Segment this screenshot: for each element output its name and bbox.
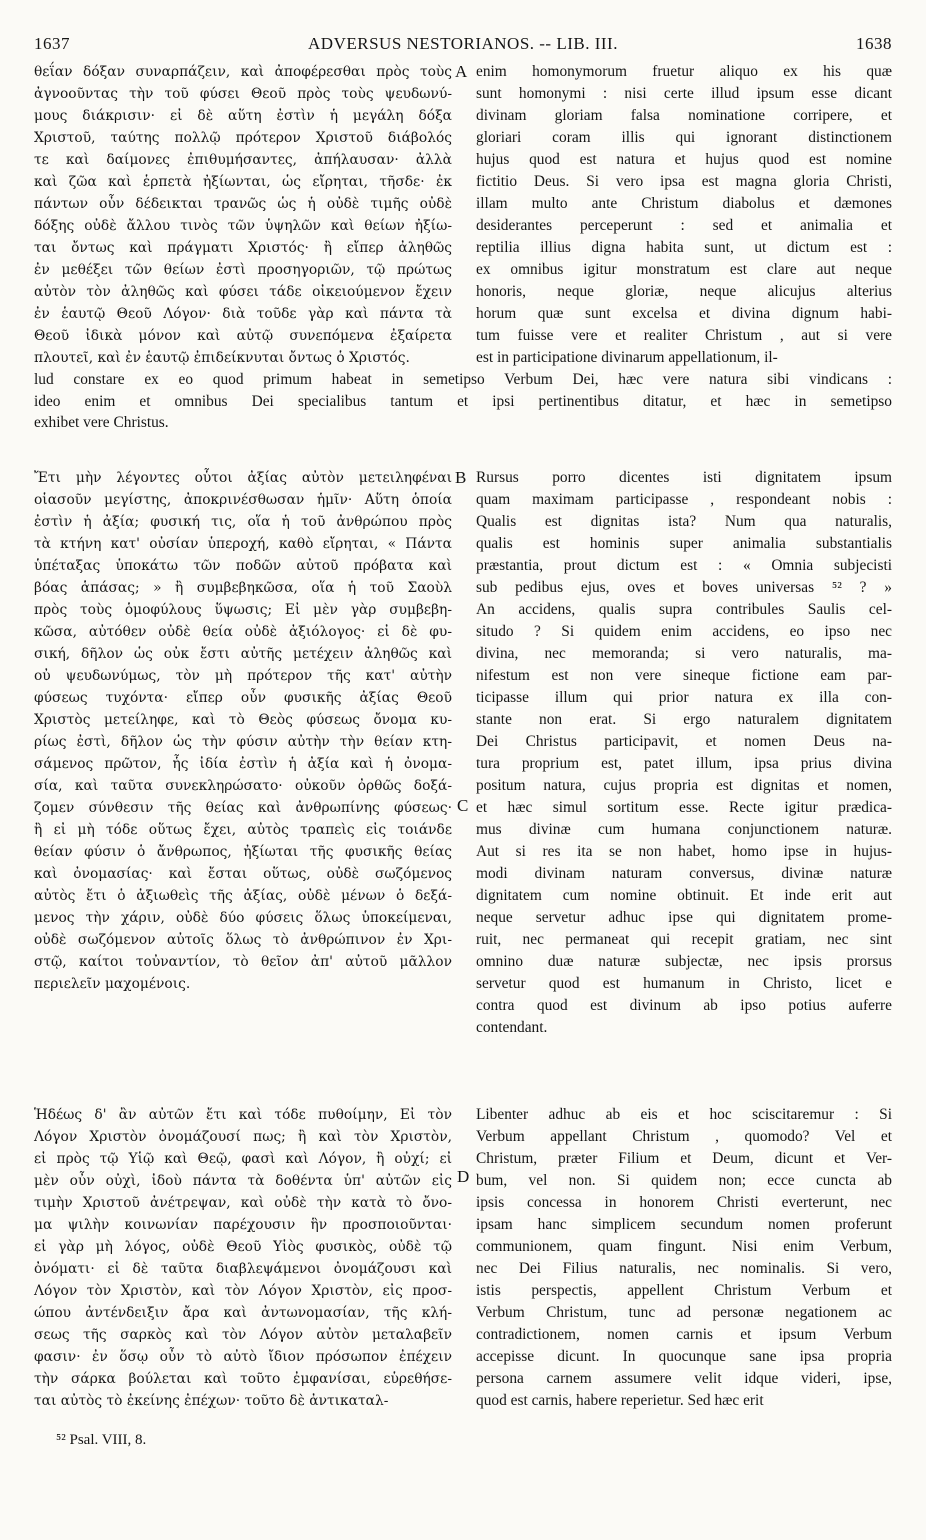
text-line: θεΐαν δόξαν συναρπάζειν, καὶ ἀποφέρεσθαι πρὸς τοὺς: [34, 64, 452, 80]
text-line: hujus quod est natura et hujus quod est nomine: [476, 151, 892, 168]
text-line: persona carnem assumere velit idque videri, ipse,: [476, 1370, 892, 1387]
text-line: An accidens, qualis supra contribules Saulis cel-: [476, 601, 892, 618]
text-line: οὐδὲ σωζόμενον αὐτοῖς ὅλως τὸ ἀνθρώπινον ἐν Χρι-: [34, 932, 452, 948]
text-line: omnino duæ naturæ subjectæ, nec ipsis prorsus: [476, 953, 892, 970]
text-line: ἐν μεθέξει τῶν θείων ἐστὶ προσηγοριῶν, τῷ πρώτως: [34, 262, 452, 278]
text-line: ἐστὶν ἡ ἀξία; φυσική τις, οἵα ἡ τοῦ ἀνθρώπου πρὸς: [34, 514, 452, 530]
text-line: quam maximam participasse , respondeant nobis :: [476, 491, 892, 508]
text-line: Rursus porro dicentes isti dignitatem ipsum: [476, 469, 892, 486]
text-line: ipsis concessa in honorem Christi everterunt, nec: [476, 1194, 892, 1211]
text-line: Christum, præter Filium et Deum, dicunt et Ver-: [476, 1150, 892, 1167]
text-line: quod est carnis, habere reperietur. Sed hæc erit: [476, 1392, 764, 1409]
text-line: καὶ ζῶα καὶ ἑρπετὰ ἠξίωνται, ὡς εἴρηται, τῆσδε· ἐκ: [34, 174, 452, 190]
text-line: modi divinam naturam conversus, divinæ naturæ: [476, 865, 892, 882]
text-line: Ἡδέως δ' ἂν αὐτῶν ἔτι καὶ τόδε πυθοίμην, Εἰ τὸν: [34, 1107, 452, 1123]
text-line: ex omnibus igitur monstratum est clare aut neque: [476, 261, 892, 278]
footnote: ⁵² Psal. VIII, 8.: [56, 1432, 147, 1448]
text-line: αὐτὸν τὸν ἀληθῶς καὶ φύσει τάδε οἰκειούμενον ἔχειν: [34, 284, 452, 300]
text-line: gloriari coram illis qui ignorant distinctionem: [476, 129, 892, 146]
text-line: ὀνόματι· εἰ δὲ ταῦτα διαβλεψάμενοι ὀνομάζουσι καὶ: [34, 1261, 452, 1277]
greek-column-section-d: [34, 1104, 452, 1412]
text-line: positum natura, cujus propria est dignitas et nomen,: [476, 777, 892, 794]
text-line: εἰ γὰρ μὴ λόγος, οὐδὲ Θεοῦ Υἱὸς φυσικὸς, οὐδὲ τῷ: [34, 1239, 452, 1255]
text-line: tura proprium est, patet illum, ipsa prius divina: [476, 755, 892, 772]
text-line: Ἔτι μὴν λέγοντες οὗτοι ἀξίας αὐτὸν μετειληφέναι: [34, 470, 452, 486]
text-line: ται ὄντως καὶ πράγματι Χριστός· ἢ εἴπερ ἀληθῶς: [34, 240, 452, 256]
text-line: μους διάκρισιν· εἰ δὲ αὕτη ἐστὶν ἡ μεγάλη δόξα: [34, 108, 452, 124]
text-line: οἱασοῦν μεγίστης, ἀποκρινέσθωσαν ἡμῖν· Αὕτη ὁποία: [34, 492, 452, 508]
text-line: nec Dei Filius naturalis, nec nominalis. Si vero,: [476, 1260, 892, 1277]
margin-letter-b: B: [455, 468, 467, 487]
text-line: οὐ ψευδωνύμως, τὸν μὴ πρότερον τῆς κατ' αὐτὴν: [34, 668, 452, 684]
text-line: tum fuisse vere et realiter Christum , aut si vere: [476, 327, 892, 344]
text-line: neque servetur adhuc ipse qui dignitatem prome-: [476, 909, 892, 926]
text-line: σία, καὶ ταῦτα συνεκληρώσατο· οὐκοῦν ὀρθῶς δοξά-: [34, 778, 452, 794]
running-title: ADVERSUS NESTORIANOS. -- LIB. III.: [308, 34, 618, 53]
text-line: καὶ ὀνομασίας· καὶ ἔσται οὕτως, οὐδὲ σωζόμενος: [34, 866, 452, 882]
margin-letter-a: A: [455, 62, 468, 81]
text-line: ται αὐτὸς τὸ ἐκείνης ἐπέχων· τοῦτο δὲ ἀντικαταλ-: [34, 1393, 389, 1409]
text-line: lud constare ex eo quod primum habeat in semetipso Verbum Dei, hæc vere natura sibi vindicans :: [34, 371, 892, 388]
margin-letter-c: C: [457, 796, 469, 815]
text-line: communionem, quam fingunt. Nisi enim Verbum,: [476, 1238, 892, 1255]
text-line: præstantia, prout dictum est : « Omnia subjecisti: [476, 557, 892, 574]
text-line: dignitatem cum nomine obtinuit. Et inde erit aut: [476, 887, 892, 904]
text-line: et hæc simul sortitum esse. Recte igitur prædica-: [476, 799, 892, 816]
text-line: honoris, neque gloriæ, neque alicujus alterius: [476, 283, 892, 300]
text-line: εἰ πρὸς τῷ Υἱῷ καὶ Θεῷ, φασὶ καὶ Λόγον, ἢ οὐχί; εἰ: [34, 1151, 452, 1167]
text-line: σεως τῆς σαρκὸς καὶ τὸν Λόγον αὐτὸν μεταλαβεῖν: [34, 1327, 452, 1343]
text-line: Χριστοῦ, ταύτης πολλῷ πρότερον Χριστοῦ διάβολός: [34, 130, 452, 146]
text-line: ἀγνοοῦντας τὴν τοῦ φύσει Θεοῦ πρὸς τοὺς ψευδωνύ-: [34, 86, 452, 102]
text-line: ticipasse illum qui prior natura ex illa con-: [476, 689, 892, 706]
latin-full-width-continuation: [34, 369, 892, 434]
text-line: κῶσα, αὐτόθεν οὐδὲ θεία οὐδὲ ἀξιόλογος· εἰ δὲ φυ-: [34, 624, 452, 640]
text-line: divinam gloriam falsa nominatione corripere, et: [476, 107, 892, 124]
column-number-left: 1637: [34, 34, 70, 53]
text-line: servetur quod est humanum in Christo, licet e: [476, 975, 892, 992]
text-line: Χριστὸς μετείληφε, καὶ τὸ Θεὸς φύσεως ὄνομα κυ-: [34, 712, 452, 728]
text-line: nifestum est non vere sineque fictione eam par-: [476, 667, 892, 684]
text-line: sunt homonymi : nisi certe illud ipsum esse dicant: [476, 85, 892, 102]
latin-column-section-a: [476, 61, 892, 369]
text-line: contradictionem, nomen carnis et ipsum Verbum: [476, 1326, 892, 1343]
text-line: Qualis est dignitas ista? Num qua naturalis,: [476, 513, 892, 530]
text-line: istis perspectis, appellent Christum Verbum et: [476, 1282, 892, 1299]
text-line: ideo enim et omnibus Dei specialibus tantum et ipsi pertinentibus ditatur, et hæc in semetipso: [34, 392, 892, 410]
text-line: sub pedibus ejus, oves et boves universas ⁵² ? »: [476, 579, 892, 596]
text-line: ἐν ἑαυτῷ Θεοῦ Λόγον· διὰ τοῦδε γὰρ καὶ πάντα τὰ: [34, 306, 452, 322]
text-line: ὑπέταξας ὑποκάτω τῶν ποδῶν αὐτοῦ πρόβατα καὶ: [34, 558, 452, 574]
text-line: Aut si res ita se non habet, homo ipse in hujus-: [476, 843, 892, 860]
text-line: accepisse dicunt. In quocunque sane ipsa propria: [476, 1348, 892, 1365]
text-line: Libenter adhuc ab eis et hoc sciscitaremur : Si: [476, 1106, 892, 1123]
text-line: τὰ κτήνη κατ' οὐσίαν ὑπεροχή, καθὸ εἴρηται, « Πάντα: [34, 536, 452, 552]
text-line: βόας ἁπάσας; » ἢ συμβεβηκῶσα, οἵα ἡ τοῦ Σαοὺλ: [34, 580, 452, 596]
text-line: qualis est hominis super animalia substantialis: [476, 535, 892, 552]
latin-column-section-d: [476, 1104, 892, 1412]
text-line: πλουτεῖ, καὶ ἐν ἑαυτῷ ἐπιδείκνυται ὄντως ὁ Χριστός.: [34, 350, 410, 366]
margin-letter-d: D: [457, 1167, 470, 1186]
text-line: μα ψιλὴν κοινωνίαν παρέχουσιν ἣν προσποιοῦνται·: [34, 1217, 452, 1233]
text-line: ζομεν σύνθεσιν τῆς θείας καὶ ἀνθρωπίνης φύσεως·: [34, 800, 452, 816]
page-header: [34, 34, 892, 56]
text-line: μὲν οὖν οὐχὶ, ἰδοὺ πάντα τὰ δοθέντα ὑπ' αὐτῶν εἰς: [34, 1173, 452, 1189]
text-line: desiderantes perceperunt : sed et animalia et: [476, 217, 892, 234]
text-line: ἢ εἰ μὴ τόδε οὕτως ἔχει, αὐτὸς τραπεὶς εἰς τοιάνδε: [34, 822, 452, 838]
text-line: στῷ, καίτοι τοὐναντίον, τὸ θεῖον ἀπ' αὐτοῦ μᾶλλον: [34, 954, 452, 970]
text-line: φασιν· ἐν ὅσῳ οὖν τὸ αὐτὸ ἴδιον πρόσωπον ἐπέχειν: [34, 1349, 452, 1365]
text-line: ipsam hanc simplicem secundum nomen proferunt: [476, 1216, 892, 1233]
text-line: αὐτὸς ἔτι ὁ ἀξιωθεὶς τῆς ἀξίας, οὐδὲ μένων ὁ δεξά-: [34, 888, 452, 904]
greek-column-section-b: [34, 467, 452, 995]
text-line: σάμενος πρῶτον, ἧς ἰδία ἐστὶν ἡ ἀξία καὶ ἡ ὀνομα-: [34, 756, 452, 772]
text-line: μενος τὴν χάριν, οὐδὲ δύο φύσεις ὅλως ὑποκείμεναι,: [34, 910, 452, 926]
text-line: ρίως ἐστὶ, δῆλον ὡς τὴν φύσιν αὐτὴν τὴν θείαν κτη-: [34, 734, 452, 750]
text-line: σική, δῆλον ὡς οὐκ ἔστι αὐτῆς μετέχειν ἀληθῶς καὶ: [34, 646, 452, 662]
column-number-right: 1638: [856, 34, 892, 53]
text-line: Λόγον Χριστὸν ὀνομάζουσί πως; ἢ καὶ τὸν Χριστὸν,: [34, 1129, 452, 1145]
text-line: περιελεῖν μαχομένοις.: [34, 976, 191, 992]
text-line: Dei Christus participavit, et nomen Deus na-: [476, 733, 892, 750]
text-line: Verbum Christum, tunc ad personæ negationem ac: [476, 1304, 892, 1321]
text-line: reptilia illius digna habita sunt, ut dictum est :: [476, 239, 892, 256]
text-line: stante non erat. Si ergo naturalem dignitatem: [476, 711, 892, 728]
text-line: contra quod est divinum ab ipso potius auferre: [476, 997, 892, 1014]
text-line: fictitio Deus. Si vero ipsa est magna gloria Christi,: [476, 173, 892, 190]
text-line: contendant.: [476, 1019, 548, 1036]
text-line: θείαν φύσιν ὁ ἄνθρωπος, ἠξίωται τῆς φυσικῆς θείας: [34, 844, 452, 860]
text-line: δόξης οὐδὲ ἄλλου τινὸς τῶν ὑψηλῶν καὶ θείων ἠξίω-: [34, 218, 452, 234]
text-line: illam multo ante Christum diabolus et dæmones: [476, 195, 892, 212]
text-line: τε καὶ δαίμονες ἐπιθυμήσαντες, ἀπήλαυσαν· ἀλλὰ: [34, 152, 452, 168]
text-line: bum, vel non. Si quidem non; ecce cuncta ab: [476, 1172, 892, 1189]
text-line: τιμὴν Χριστοῦ ἀνέτρεψαν, καὶ οὐδὲ τὴν κατὰ τὸ ὄνο-: [34, 1195, 452, 1211]
text-line: mus divinæ cum humana conjunctionem naturæ.: [476, 821, 892, 838]
text-line: ruit, nec permaneat qui recepit gratiam, nec sint: [476, 931, 892, 948]
text-line: situdo ? Si quidem enim accidens, eo ipso nec: [476, 623, 892, 640]
text-line: horum quæ sunt excelsa et divina dignum habi-: [476, 305, 892, 322]
text-line: Θεοῦ ἰδικὰ μόνον καὶ αὐτῷ συνεπόμενα ἐξαίρετα: [34, 328, 452, 344]
greek-column-section-a: [34, 61, 452, 369]
text-line: φύσεως τυχόντα· εἴπερ οὖν φυσικῆς ἀξίας Θεοῦ: [34, 690, 452, 706]
text-line: Verbum appellant Christum , quomodo? Vel et: [476, 1128, 892, 1145]
text-line: Λόγον τὸν Χριστὸν, καὶ τὸν Λόγον Χριστὸν, εἰς προσ-: [34, 1283, 452, 1299]
text-line: exhibet vere Christus.: [34, 414, 169, 431]
latin-column-section-b: [476, 467, 892, 1039]
text-line: divina, nec memoranda; si vero naturalis, ma-: [476, 645, 892, 662]
text-line: τὴν σάρκα βούλεται καὶ τοῦτο ἐμφανίσαι, εὑρεθήσε-: [34, 1371, 452, 1387]
text-line: ώπου ἀντένδειξιν ἄρα καὶ ἀντωνομασίαν, τῆς κλή-: [34, 1305, 452, 1321]
text-line: enim homonymorum fruetur aliquo ex his quæ: [476, 63, 892, 80]
text-line: πρὸς τοὺς ὁμοφύλους ὕψωσις; Εἰ μὲν γὰρ συμβεβη-: [34, 602, 452, 618]
text-line: πάντων οὖν δέδεικται τρανῶς ὡς ἡ οὐδὲ τιμῆς οὐδὲ: [34, 196, 452, 212]
text-line: est in participatione divinarum appellationum, il-: [476, 349, 778, 366]
